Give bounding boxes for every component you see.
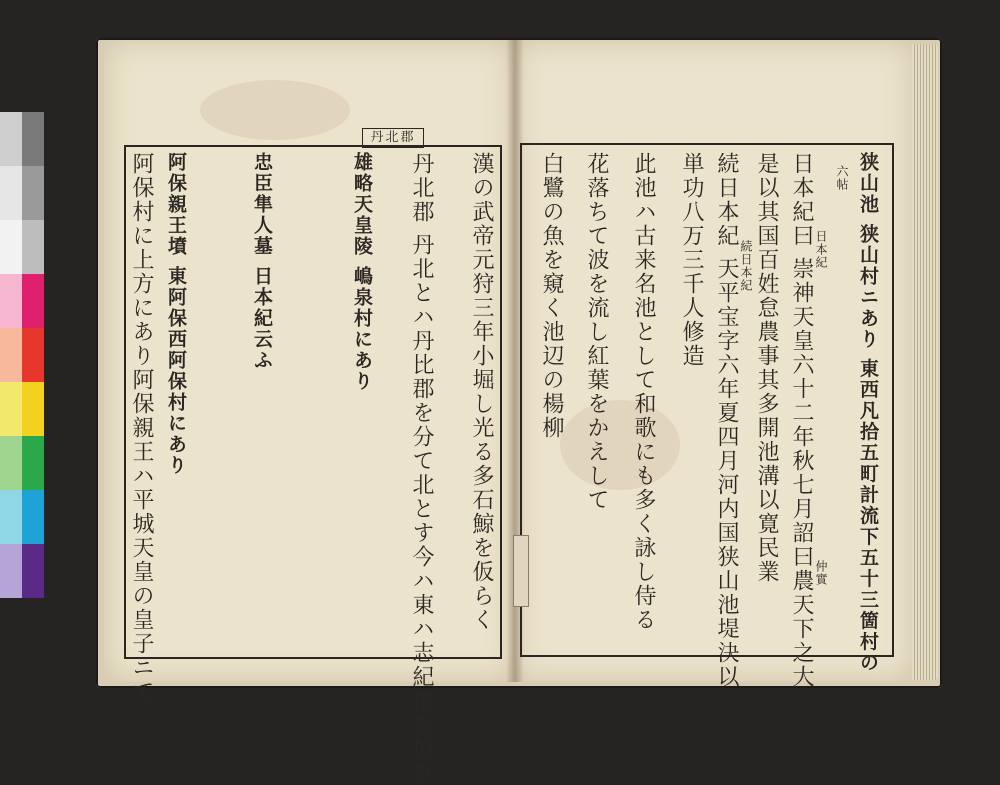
color-swatch <box>0 328 22 382</box>
color-calibration-chart <box>0 112 44 598</box>
text-column: 花落ちて波を流し紅葉をかえして <box>584 152 609 512</box>
text-column: 漢の武帝元狩三年小堀し光る多石鯨を仮らく <box>469 152 494 632</box>
section-heading: 阿保親王墳 東阿保西阿保村にあり <box>165 152 187 476</box>
annotation-note: 日本紀 <box>814 230 828 269</box>
section-heading: 忠臣隼人墓 日本紀云ふ <box>251 152 273 371</box>
text-column: 続日本紀 天平宝字六年夏四月河内国狭山池堤決以 <box>714 152 739 689</box>
color-swatch <box>22 166 44 220</box>
color-swatch <box>22 274 44 328</box>
color-swatch <box>22 328 44 382</box>
section-header-tab: 丹北郡 <box>362 128 424 148</box>
color-swatch <box>0 166 22 220</box>
color-swatch <box>0 544 22 598</box>
text-column: 日本紀曰 崇神天皇六十二年秋七月詔曰農天下之大 <box>789 152 814 689</box>
text-column: 単功八万三千人修造 <box>679 152 704 368</box>
section-heading: 雄略天皇陵 嶋泉村にあり <box>351 152 373 392</box>
paper-stain <box>200 80 350 140</box>
text-column: 白鷺の魚を窺く池辺の楊柳 <box>539 152 564 440</box>
color-swatch <box>22 490 44 544</box>
text-column: 此池ハ古来名池として和歌にも多く詠し侍る <box>631 152 656 632</box>
color-swatch <box>22 544 44 598</box>
text-column: 丹北郡 丹北とハ丹比郡を分て北とす今ハ東ハ志紀郡を境ひ <box>409 152 434 785</box>
color-swatch <box>22 220 44 274</box>
color-swatch <box>0 490 22 544</box>
annotation-note: 続日本紀 <box>739 240 753 292</box>
text-column: 是以其国百姓怠農事其多開池溝以寛民業 <box>754 152 779 584</box>
color-swatch <box>0 220 22 274</box>
color-swatch <box>22 436 44 490</box>
color-swatch <box>0 436 22 490</box>
section-heading: 狭山池 狭山村ニあり 東西凡拾五町計流下五十三箇村の <box>857 152 879 674</box>
color-swatch <box>0 382 22 436</box>
annotation-note: 六帖 <box>835 165 849 191</box>
color-swatch <box>0 112 22 166</box>
color-swatch <box>22 382 44 436</box>
text-column: 阿保村に上方にあり阿保親王ハ平城天皇の皇子ニて <box>129 152 154 704</box>
page-edges <box>912 44 938 680</box>
color-swatch <box>22 112 44 166</box>
annotation-note: 仲實 <box>814 560 828 586</box>
color-swatch <box>0 274 22 328</box>
page-number-mark <box>513 535 529 607</box>
